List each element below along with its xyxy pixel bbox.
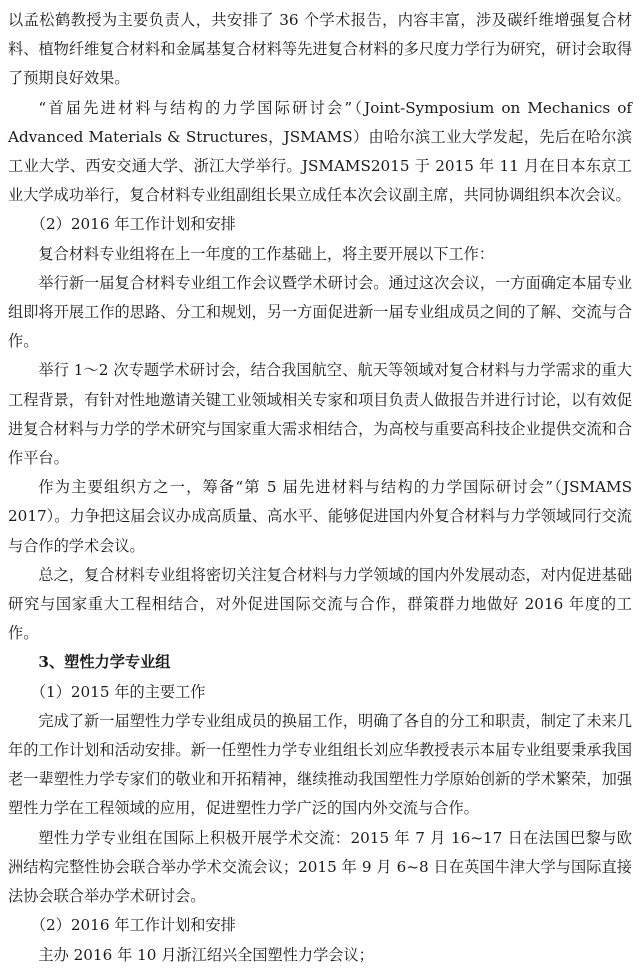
paragraph-plasticity-exchange: 塑性力学专业组在国际上积极开展学术交流：2015 年 7 月 16~17 日在法国巴黎与欧洲结构完整性协会联合举办学术交流会议；2015 年 9 月 6~8 日在英国牛津大学与国际直接法协会联合举办学术研讨会。 — [8, 828, 632, 906]
paragraph-plasticity-conference: 主办 2016 年 10 月浙江绍兴全国塑性力学会议； — [38, 945, 374, 964]
paragraph-composite-meeting: 举行新一届复合材料专业组工作会议暨学术研讨会。通过这次会议，一方面确定本届专业组即将开展工作的思路、分工和规划，另一方面促进新一届专业组成员之间的了解、交流与合作。 — [8, 273, 632, 351]
paragraph-continuation: 以孟松鹤教授为主要负责人，共安排了 36 个学术报告，内容丰富，涉及碳纤维增强复合材料、植物纤维复合材料和金属基复合材料等先进复合材料的多尺度力学行为研究，研讨会取得了预期良好效果。 — [8, 11, 632, 88]
subheading-composite-2016-plan: （2）2016 年工作计划和安排 — [30, 215, 236, 234]
section-heading-plasticity: 3、塑性力学专业组 — [38, 653, 171, 672]
subheading-plasticity-2016-plan: （2）2016 年工作计划和安排 — [30, 916, 236, 935]
paragraph-plasticity-reorganization: 完成了新一届塑性力学专业组成员的换届工作，明确了各自的分工和职责，制定了未来几年的工作计划和活动安排。新一任塑性力学专业组组长刘应华教授表示本届专业组要秉承我国老一辈塑性力学专家们的敬业和开拓精神，继续推动我国塑性力学原始创新的学术繁荣，加强塑性力学在工程领域的应用，促进塑性力学广泛的国内外交流与合作。 — [8, 711, 632, 818]
paragraph-jsmams-intro: “首届先进材料与结构的力学国际研讨会”（Joint-Symposium on Mechanics of Advanced Materials & Structures，JSMAMS）由哈尔滨工业大学发起，先后在哈尔滨工业大学、西安交通大学、浙江大学举行。JSMAMS2015 于 2015 年 11 月在日本东京工业大学成功举行，复合材料专业组副组长果立成任本次会议副主席，共同协调组织本次会议。 — [8, 98, 632, 205]
paragraph-composite-plan-lead: 复合材料专业组将在上一年度的工作基础上，将主要开展以下工作： — [38, 244, 495, 263]
paragraph-composite-seminars: 举行 1～2 次专题学术研讨会，结合我国航空、航天等领域对复合材料与力学需求的重大工程背景，有针对性地邀请关键工业领域相关专家和项目负责人做报告并进行讨论，以有效促进复合材料与力学的学术研究与国家重大需求相结合，为高校与重要高科技企业提供交流和合作平台。 — [8, 361, 632, 468]
subheading-plasticity-2015-work: （1）2015 年的主要工作 — [30, 682, 206, 701]
paragraph-composite-summary: 总之，复合材料专业组将密切关注复合材料与力学领域的国内外发展动态，对内促进基础研究与国家重大工程相结合，对外促进国际交流与合作，群策群力地做好 2016 年度的工作。 — [8, 565, 632, 643]
paragraph-jsmams-2017: 作为主要组织方之一，筹备“第 5 届先进材料与结构的力学国际研讨会”（JSMAMS 2017）。力争把这届会议办成高质量、高水平、能够促进国内外复合材料与力学领域同行交流与合作的学术会议。 — [8, 478, 632, 555]
